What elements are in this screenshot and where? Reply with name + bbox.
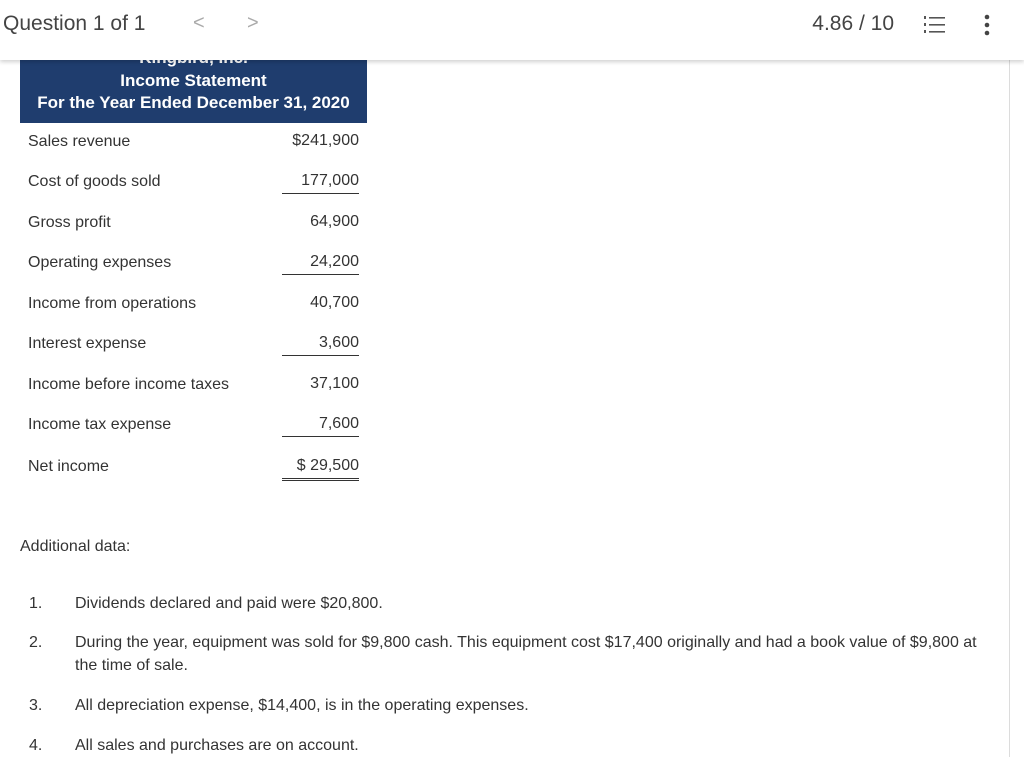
item-text: All depreciation expense, $14,400, is in the operating expenses. — [75, 697, 529, 714]
row-value: 7,600 — [282, 415, 359, 437]
row-label: Gross profit — [28, 214, 111, 231]
question-content — [0, 60, 1023, 757]
row-label: Operating expenses — [28, 254, 172, 271]
row-label: Income before income taxes — [28, 376, 229, 393]
row-label: Sales revenue — [28, 133, 131, 150]
content-divider — [1009, 60, 1010, 757]
income-statement-header — [20, 60, 367, 123]
row-value: 37,100 — [310, 375, 359, 392]
row-value: 64,900 — [310, 213, 359, 230]
row-value: 40,700 — [310, 294, 359, 311]
score-display: 4.86 / 10 — [812, 12, 894, 35]
row-label: Net income — [28, 458, 109, 475]
statement-row — [20, 292, 367, 318]
row-value: $241,900 — [292, 132, 359, 149]
item-number: 1. — [29, 595, 43, 612]
statement-row — [20, 170, 367, 196]
row-label: Interest expense — [28, 335, 147, 352]
statement-row — [20, 455, 367, 481]
statement-row — [20, 332, 367, 358]
numbered-list-icon[interactable] — [924, 15, 946, 40]
statement-row — [20, 130, 367, 156]
top-bar — [0, 0, 1024, 60]
row-value: 177,000 — [282, 172, 359, 194]
question-counter: Question 1 of 1 — [3, 12, 146, 35]
row-value: $ 29,500 — [282, 457, 359, 481]
row-label: Cost of goods sold — [28, 173, 161, 190]
more-vertical-icon[interactable] — [983, 14, 991, 41]
row-label: Income tax expense — [28, 416, 172, 433]
item-number: 2. — [29, 634, 43, 651]
previous-question-button[interactable]: < — [193, 12, 205, 34]
item-text: Dividends declared and paid were $20,800. — [75, 595, 383, 612]
additional-data-heading: Additional data: — [20, 538, 131, 555]
statement-period: For the Year Ended December 31, 2020 — [37, 93, 350, 112]
statement-title: Income Statement — [120, 71, 267, 90]
item-number: 3. — [29, 697, 43, 714]
statement-row — [20, 211, 367, 237]
item-text: During the year, equipment was sold for $9,800 cash. This equipment cost $17,400 originally and had a book value of $9,800 at the time of sale. — [75, 634, 977, 674]
item-number: 4. — [29, 737, 43, 754]
next-question-button[interactable]: > — [247, 12, 259, 34]
row-value: 24,200 — [282, 253, 359, 275]
item-text: All sales and purchases are on account. — [75, 737, 359, 754]
row-value: 3,600 — [282, 334, 359, 356]
statement-row — [20, 373, 367, 399]
row-label: Income from operations — [28, 295, 197, 312]
statement-row — [20, 251, 367, 277]
statement-row — [20, 413, 367, 439]
